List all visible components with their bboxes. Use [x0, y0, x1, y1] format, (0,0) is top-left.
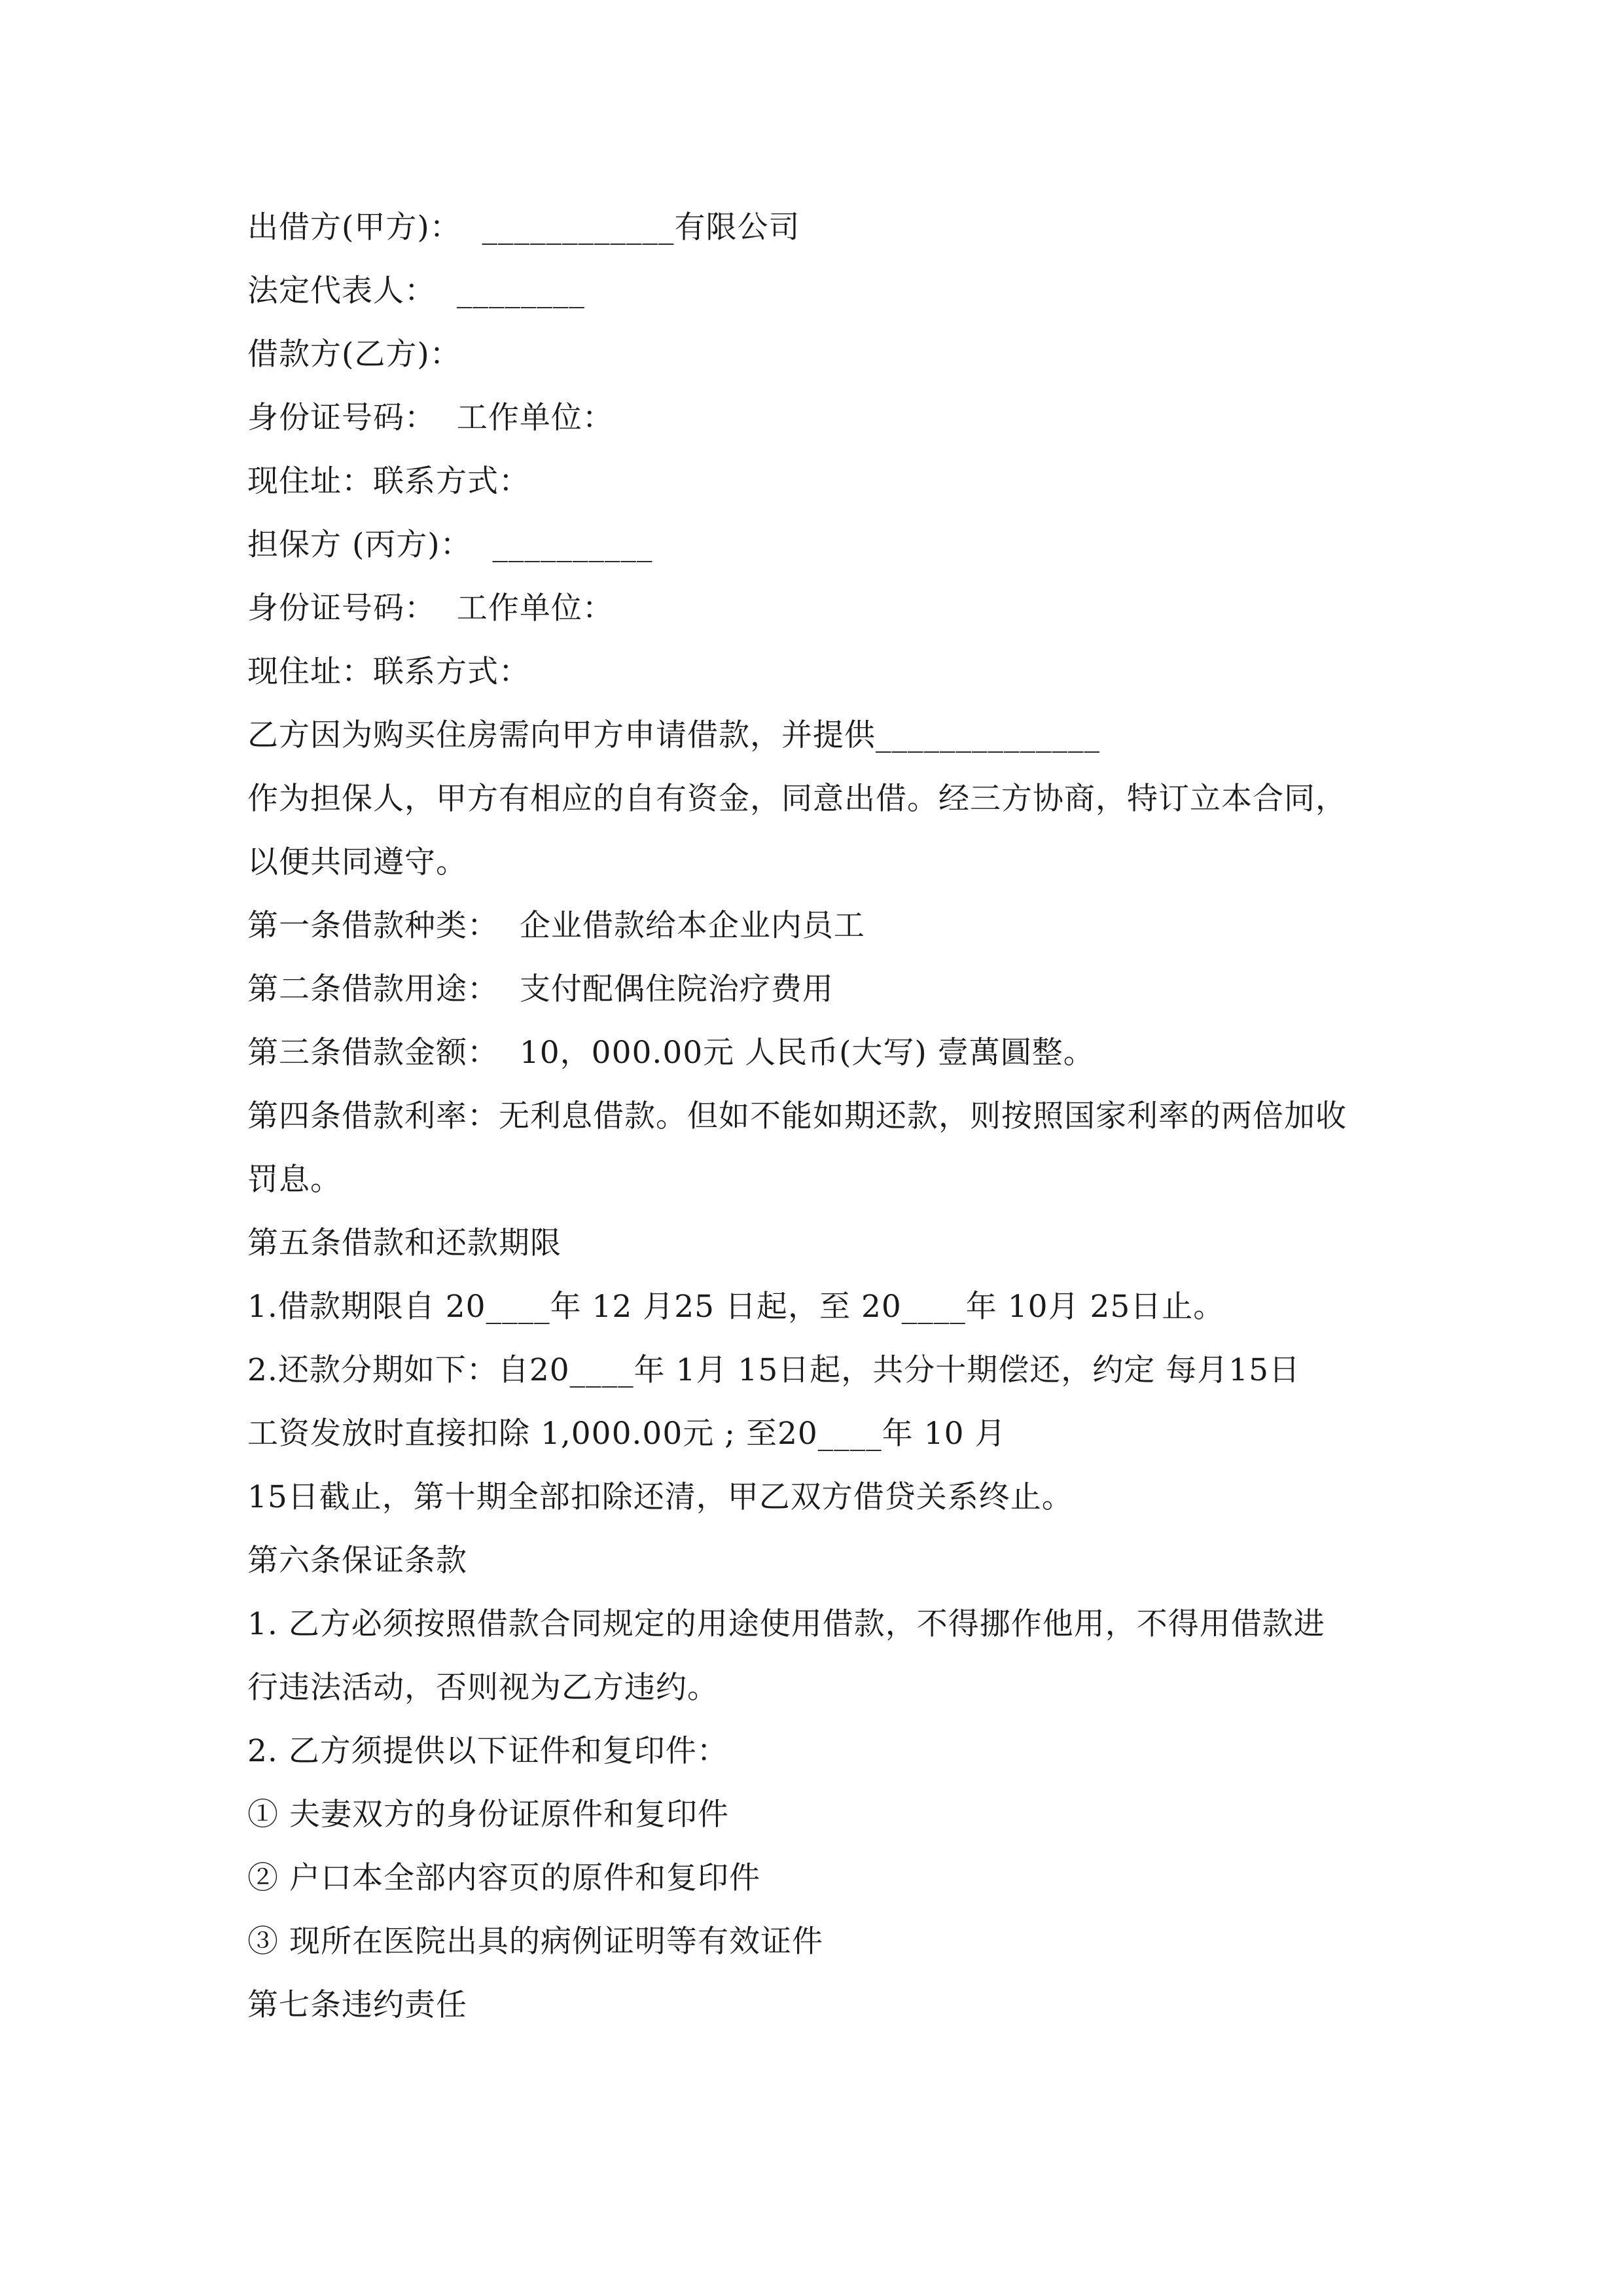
document-item-2: ② 户口本全部内容页的原件和复印件 — [247, 1860, 760, 1896]
article-2: 第二条借款用途： 支付配偶住院治疗费用 — [247, 971, 834, 1007]
document-item-3: ③ 现所在医院出具的病例证明等有效证件 — [247, 1924, 823, 1960]
article-6-clause-1-line-1: 1. 乙方必须按照借款合同规定的用途使用借款，不得挪作他用，不得用借款进 — [247, 1606, 1325, 1642]
article-5-clause-2-line-2: 工资发放时直接扣除 1,000.00元 ; 至20____年 10 月 — [247, 1416, 1007, 1452]
preamble-line-1: 乙方因为购买住房需向甲方申请借款，并提供______________ — [247, 717, 1100, 753]
preamble-line-3: 以便共同遵守。 — [247, 844, 467, 880]
article-7-heading: 第七条违约责任 — [247, 1987, 467, 2023]
legal-representative-line: 法定代表人： ________ — [247, 273, 585, 309]
borrower-address-line: 现住址：联系方式： — [247, 463, 530, 499]
article-5-heading: 第五条借款和还款期限 — [247, 1225, 562, 1261]
article-6-clause-1-line-2: 行违法活动，否则视为乙方违约。 — [247, 1670, 719, 1706]
article-1: 第一条借款种类： 企业借款给本企业内员工 — [247, 908, 865, 944]
article-5-clause-1: 1.借款期限自 20____年 12 月25 日起，至 20____年 10月 25日止。 — [247, 1289, 1225, 1325]
guarantor-line: 担保方 (丙方)： __________ — [247, 527, 653, 563]
article-3: 第三条借款金额： 10，000.00元 人民币(大写) 壹萬圓整。 — [247, 1035, 1095, 1071]
guarantor-id-line: 身份证号码： 工作单位： — [247, 590, 614, 626]
article-5-clause-2-line-3: 15日截止，第十期全部扣除还清，甲乙双方借贷关系终止。 — [247, 1479, 1073, 1515]
article-4-line-1: 第四条借款利率：无利息借款。但如不能如期还款，则按照国家利率的两倍加收 — [247, 1098, 1347, 1134]
preamble-line-2: 作为担保人，甲方有相应的自有资金，同意出借。经三方协商，特订立本合同， — [247, 781, 1347, 817]
lender-line: 出借方(甲方)： ____________有限公司 — [247, 209, 800, 245]
article-5-clause-2-line-1: 2.还款分期如下：自20____年 1月 15日起，共分十期偿还，约定 每月15日 — [247, 1352, 1300, 1388]
guarantor-address-line: 现住址：联系方式： — [247, 654, 530, 690]
article-4-line-2: 罚息。 — [247, 1162, 342, 1198]
borrower-line: 借款方(乙方)： — [247, 336, 461, 372]
article-6-heading: 第六条保证条款 — [247, 1543, 467, 1579]
document-item-1: ① 夫妻双方的身份证原件和复印件 — [247, 1797, 729, 1833]
borrower-id-line: 身份证号码： 工作单位： — [247, 400, 614, 436]
article-6-clause-2: 2. 乙方须提供以下证件和复印件： — [247, 1733, 728, 1769]
